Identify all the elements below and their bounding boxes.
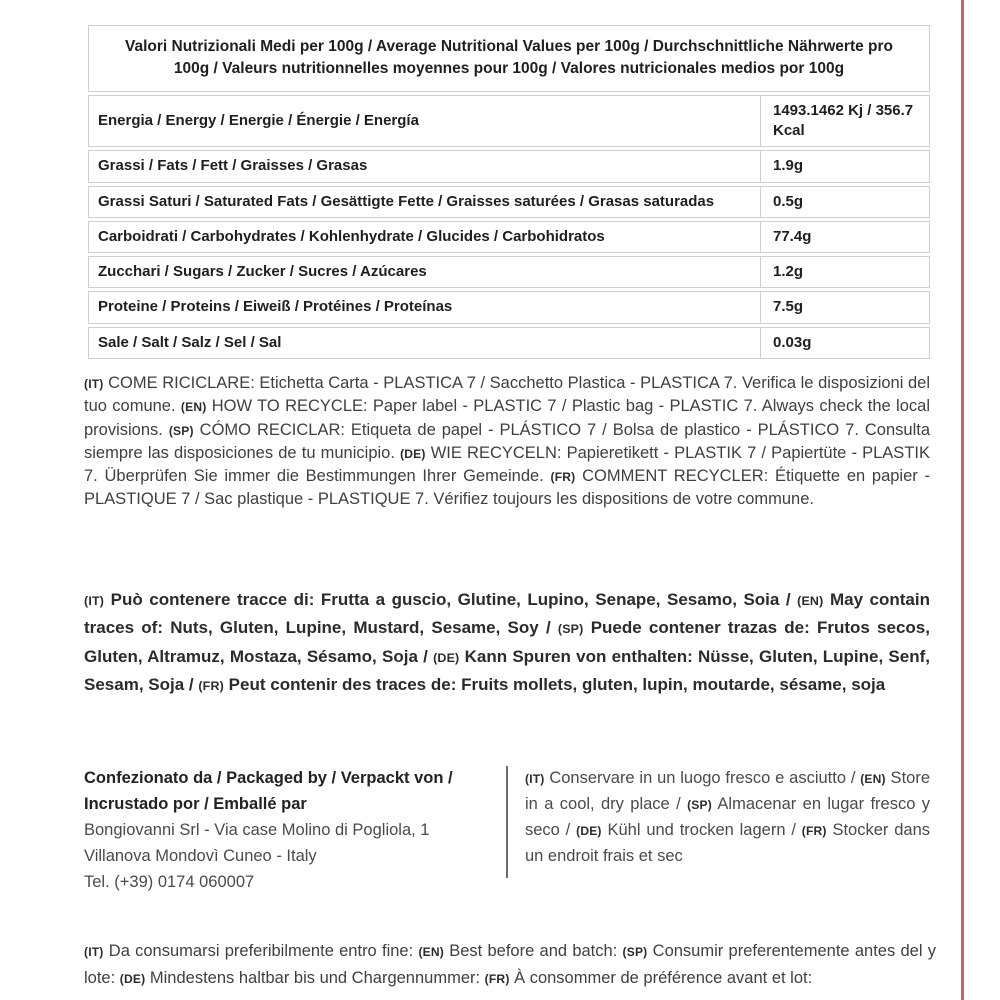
language-marker: (SP) <box>168 423 194 438</box>
nutrition-table-title: Valori Nutrizionali Medi per 100g / Average Nutritional Values per 100g / Durchschnittliche Nährwerte pro 100g / Valeurs nutritionnelles moyennes pour 100g / Valores nutricionales medios por 100g <box>88 25 930 92</box>
table-header-row <box>88 25 930 92</box>
text-run: Kann Spuren von enthalten: Nüsse, Gluten, Lupine, Senf, Sesam, Soja / <box>84 646 930 695</box>
text-run: Da consumarsi preferibilmente entro fine: <box>103 942 419 960</box>
language-marker: (EN) <box>797 594 824 608</box>
language-marker: (FR) <box>801 824 827 839</box>
table-row <box>88 291 930 323</box>
text-run: Conservare in un luogo fresco e asciutto / <box>544 769 861 787</box>
language-marker: (FR) <box>484 972 510 987</box>
language-marker: (EN) <box>860 772 886 786</box>
language-marker: (IT) <box>84 945 104 959</box>
table-row <box>88 327 930 359</box>
text-run: May contain traces of: Nuts, Gluten, Lupine, Mustard, Sesame, Soy / <box>84 590 930 638</box>
nutrient-label: Energia / Energy / Energie / Énergie / Energía <box>88 95 760 148</box>
text-run: Puede contener trazas de: Frutos secos, Gluten, Altramuz, Mostaza, Sésamo, Soja / <box>84 618 930 666</box>
language-marker: (DE) <box>119 972 146 987</box>
nutrition-table <box>88 22 930 362</box>
text-run: Almacenar en lugar fresco y seco / <box>525 795 931 840</box>
packager-storage-section <box>84 765 946 895</box>
nutrient-value: 77.4g <box>760 221 930 253</box>
nutrient-value: 0.5g <box>760 186 930 218</box>
nutrient-value: 0.03g <box>760 327 930 359</box>
text-run: Store in a cool, dry place / <box>525 769 930 814</box>
language-marker: (EN) <box>418 945 444 959</box>
language-marker: (IT) <box>525 772 545 786</box>
nutrient-label: Proteine / Proteins / Eiweiß / Protéines / Proteínas <box>88 291 760 323</box>
best-before-text <box>84 938 936 992</box>
language-marker: (DE) <box>576 824 602 839</box>
nutrient-value: 1.9g <box>760 150 930 182</box>
language-marker: (DE) <box>433 650 460 665</box>
nutrient-label: Zucchari / Sugars / Zucker / Sucres / Azúcares <box>88 256 760 288</box>
language-marker: (FR) <box>550 470 576 484</box>
nutrient-value: 1.2g <box>760 256 930 288</box>
table-row <box>88 221 930 253</box>
language-marker: (IT) <box>84 377 104 391</box>
text-run: Consumir preferentemente antes del y lote: <box>84 942 936 988</box>
language-marker: (SP) <box>557 622 584 637</box>
nutrient-label: Grassi Saturi / Saturated Fats / Gesättigte Fette / Graisses saturées / Grasas saturadas <box>88 186 760 218</box>
text-run: COME RICICLARE: Etichetta Carta - PLASTICA 7 / Sacchetto Plastica - PLASTICA 7. Verifica le disposizioni del tuo comune. <box>84 374 930 416</box>
allergen-traces <box>84 586 930 700</box>
language-marker: (SP) <box>622 945 648 959</box>
text-run: Mindestens haltbar bis und Chargennummer: <box>145 969 485 988</box>
text-run: HOW TO RECYCLE: Paper label - PLASTIC 7 / Plastic bag - PLASTIC 7. Always check the local provisions. <box>84 397 930 439</box>
packager-phone: Tel. (+39) 0174 060007 <box>84 873 255 892</box>
table-row <box>88 256 930 288</box>
text-run: WIE RECYCELN: Papieretikett - PLASTIK 7 / Papiertüte - PLASTIK 7. Überprüfen Sie immer die Bestimmungen Ihrer Gemeinde. <box>84 443 930 485</box>
storage-instructions <box>508 765 946 895</box>
text-run: Stocker dans un endroit frais et sec <box>525 821 930 866</box>
text-run: COMMENT RECYCLER: Étiquette en papier - PLASTIQUE 7 / Sac plastique - PLASTIQUE 7. Vérifiez toujours les dispositions de votre commune. <box>84 467 930 509</box>
language-marker: (DE) <box>400 446 426 461</box>
text-run: Best before and batch: <box>443 942 623 960</box>
packager-title: Confezionato da / Packaged by / Verpackt von / Incrustado por / Emballé par <box>84 769 453 814</box>
language-marker: (IT) <box>84 594 105 608</box>
label-cut-line <box>961 0 964 1000</box>
recycling-instructions <box>84 372 930 512</box>
text-run: Kühl und trocken lagern / <box>601 821 802 840</box>
table-row <box>88 95 930 148</box>
nutrient-value: 1493.1462 Kj / 356.7 Kcal <box>760 95 930 148</box>
table-row <box>88 150 930 182</box>
packager-info <box>84 765 492 895</box>
text-run: À consommer de préférence avant et lot: <box>509 969 813 988</box>
text-run: Può contenere tracce di: Frutta a guscio, Glutine, Lupino, Senape, Sesamo, Soia / <box>104 590 798 609</box>
nutrient-label: Sale / Salt / Salz / Sel / Sal <box>88 327 760 359</box>
language-marker: (SP) <box>687 798 712 813</box>
text-run: Peut contenir des traces de: Fruits mollets, gluten, lupin, moutarde, sésame, soja <box>223 675 886 695</box>
language-marker: (EN) <box>180 400 207 415</box>
text-run: CÓMO RECICLAR: Etiqueta de papel - PLÁSTICO 7 / Bolsa de plastico - PLÁSTICO 7. Consulta siempre las disposiciones de tu municipio. <box>84 420 930 462</box>
nutrient-value: 7.5g <box>760 291 930 323</box>
nutrient-label: Grassi / Fats / Fett / Graisses / Grasas <box>88 150 760 182</box>
table-row <box>88 186 930 218</box>
nutrient-label: Carboidrati / Carbohydrates / Kohlenhydrate / Glucides / Carbohidratos <box>88 221 760 253</box>
nutrition-table-section <box>88 22 930 362</box>
packager-address: Bongiovanni Srl - Via case Molino di Pogliola, 1 Villanova Mondovì Cuneo - Italy <box>84 821 430 866</box>
language-marker: (FR) <box>198 679 224 694</box>
